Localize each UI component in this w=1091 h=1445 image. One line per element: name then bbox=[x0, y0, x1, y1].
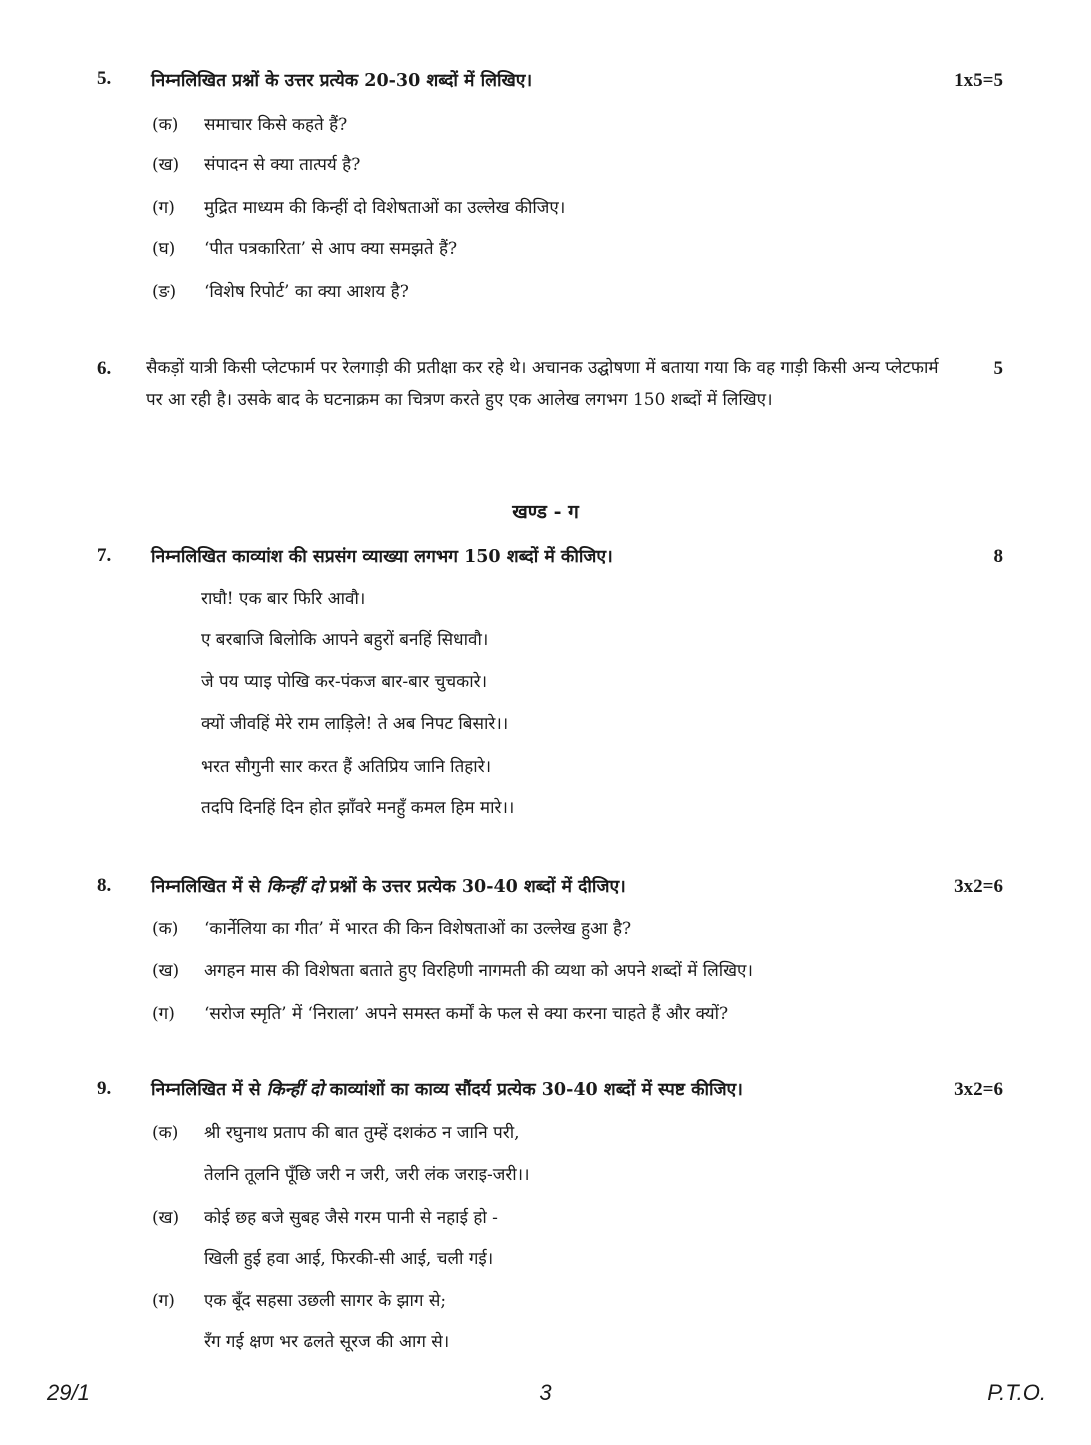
item-text: ‘पीत पत्रकारिता’ से आप क्या समझते हैं? bbox=[204, 239, 458, 259]
q8-number: 8. bbox=[97, 875, 112, 896]
q8-text-before: निम्नलिखित में से bbox=[151, 877, 267, 897]
item-label: (ख) bbox=[152, 961, 180, 981]
q9-item-b bbox=[152, 1205, 498, 1228]
q5-item-c bbox=[152, 195, 565, 218]
q7-verse-line: क्यों जीवहिं मेरे राम लाड़िले! ते अब निपट बिसारे।। bbox=[201, 714, 509, 734]
q9-number: 9. bbox=[97, 1078, 112, 1099]
q7-verse-line: राघौ! एक बार फिरि आवौ। bbox=[201, 589, 366, 609]
item-line: एक बूँद सहसा उछली सागर के झाग से; bbox=[204, 1291, 447, 1311]
paper-code: 29/1 bbox=[47, 1380, 90, 1405]
page-number: 3 bbox=[539, 1380, 552, 1405]
item-text: संपादन से क्या तात्पर्य है? bbox=[204, 155, 361, 175]
item-text: ‘कार्नेलिया का गीत’ में भारत की किन विशेषताओं का उल्लेख हुआ है? bbox=[204, 919, 632, 939]
q7-number: 7. bbox=[97, 545, 112, 566]
q7-verse-line: भरत सौगुनी सार करत हैं अतिप्रिय जानि तिहारे। bbox=[201, 757, 492, 777]
q8-item-c bbox=[152, 1001, 728, 1024]
q9-marks: 3x2=6 bbox=[954, 1079, 1003, 1100]
q8-text bbox=[151, 874, 626, 898]
q9-text-emphasis: किन्हीं दो bbox=[266, 1080, 324, 1100]
q9-text bbox=[151, 1077, 743, 1101]
q8-item-b bbox=[152, 958, 753, 981]
item-label: (ग) bbox=[152, 198, 175, 218]
section-heading: खण्ड - ग bbox=[512, 501, 579, 523]
item-line: श्री रघुनाथ प्रताप की बात तुम्हें दशकंठ न जानि परी, bbox=[204, 1123, 520, 1143]
q8-text-after: प्रश्नों के उत्तर प्रत्येक 30-40 शब्दों में दीजिए। bbox=[323, 877, 626, 897]
item-text: अगहन मास की विशेषता बताते हुए विरहिणी नागमती की व्यथा को अपने शब्दों में लिखिए। bbox=[204, 961, 753, 981]
q5-item-e bbox=[152, 279, 409, 302]
q5-item-a bbox=[152, 112, 347, 135]
q5-item-b bbox=[152, 152, 360, 175]
item-label: (ख) bbox=[152, 155, 180, 175]
q7-verse-line: ए बरबाजि बिलोकि आपने बहुरों बनहिं सिधावौ। bbox=[201, 630, 489, 650]
pto-label: P.T.O. bbox=[987, 1380, 1046, 1405]
item-label: (ख) bbox=[152, 1208, 180, 1228]
q9-text-after: काव्यांशों का काव्य सौंदर्य प्रत्येक 30-40 शब्दों में स्पष्ट कीजिए। bbox=[323, 1080, 743, 1100]
item-text: मुद्रित माध्यम की किन्हीं दो विशेषताओं का उल्लेख कीजिए। bbox=[204, 198, 566, 218]
q9-item-c-line2: रँग गई क्षण भर ढलते सूरज की आग से। bbox=[204, 1332, 450, 1352]
q5-number: 5. bbox=[97, 68, 112, 89]
q9-text-before: निम्नलिखित में से bbox=[151, 1080, 267, 1100]
q9-item-a-line2: तेलनि तूलनि पूँछि जरी न जरी, जरी लंक जराइ-जरी।। bbox=[204, 1165, 530, 1185]
q9-item-a bbox=[152, 1120, 520, 1143]
item-label: (ग) bbox=[152, 1004, 175, 1024]
q7-verse-line: जे पय प्याइ पोखि कर-पंकज बार-बार चुचकारे। bbox=[201, 672, 488, 692]
item-text: ‘सरोज स्मृति’ में ‘निराला’ अपने समस्त कर्मों के फल से क्या करना चाहते हैं और क्यों? bbox=[204, 1004, 729, 1024]
q5-item-d bbox=[152, 236, 457, 259]
item-text: ‘विशेष रिपोर्ट’ का क्या आशय है? bbox=[204, 282, 409, 302]
item-label: (क) bbox=[152, 1123, 179, 1143]
q9-item-b-line2: खिली हुई हवा आई, फिरकी-सी आई, चली गई। bbox=[204, 1249, 494, 1269]
q8-text-emphasis: किन्हीं दो bbox=[266, 877, 324, 897]
item-label: (क) bbox=[152, 115, 179, 135]
item-line: कोई छह बजे सुबह जैसे गरम पानी से नहाई हो - bbox=[204, 1208, 498, 1228]
item-text: समाचार किसे कहते हैं? bbox=[204, 115, 348, 135]
q7-text: निम्नलिखित काव्यांश की सप्रसंग व्याख्या लगभग 150 शब्दों में कीजिए। bbox=[151, 547, 613, 567]
q6-number: 6. bbox=[97, 358, 112, 379]
item-label: (ङ) bbox=[152, 282, 177, 302]
q8-marks: 3x2=6 bbox=[954, 876, 1003, 897]
q7-verse-line: तदपि दिनहिं दिन होत झाँवरे मनहुँ कमल हिम मारे।। bbox=[201, 798, 515, 818]
item-label: (घ) bbox=[152, 239, 176, 259]
q6-marks: 5 bbox=[993, 358, 1003, 379]
q5-marks: 1x5=5 bbox=[954, 70, 1003, 91]
q5-text: निम्नलिखित प्रश्नों के उत्तर प्रत्येक 20-30 शब्दों में लिखिए। bbox=[151, 71, 533, 91]
q7-marks: 8 bbox=[993, 546, 1003, 567]
item-label: (ग) bbox=[152, 1291, 175, 1311]
q8-item-a bbox=[152, 916, 631, 939]
q6-text: सैकड़ों यात्री किसी प्लेटफार्म पर रेलगाड़ी की प्रतीक्षा कर रहे थे। अचानक उद्घोषणा में बताया गया कि वह गाड़ी किसी अन्य प्लेटफार्म पर आ रही है। उसके बाद के घटनाक्रम का चित्रण करते हुए एक आलेख लगभग 150 शब्दों में लिखिए। bbox=[146, 358, 939, 410]
q9-item-c bbox=[152, 1288, 446, 1311]
item-label: (क) bbox=[152, 919, 179, 939]
